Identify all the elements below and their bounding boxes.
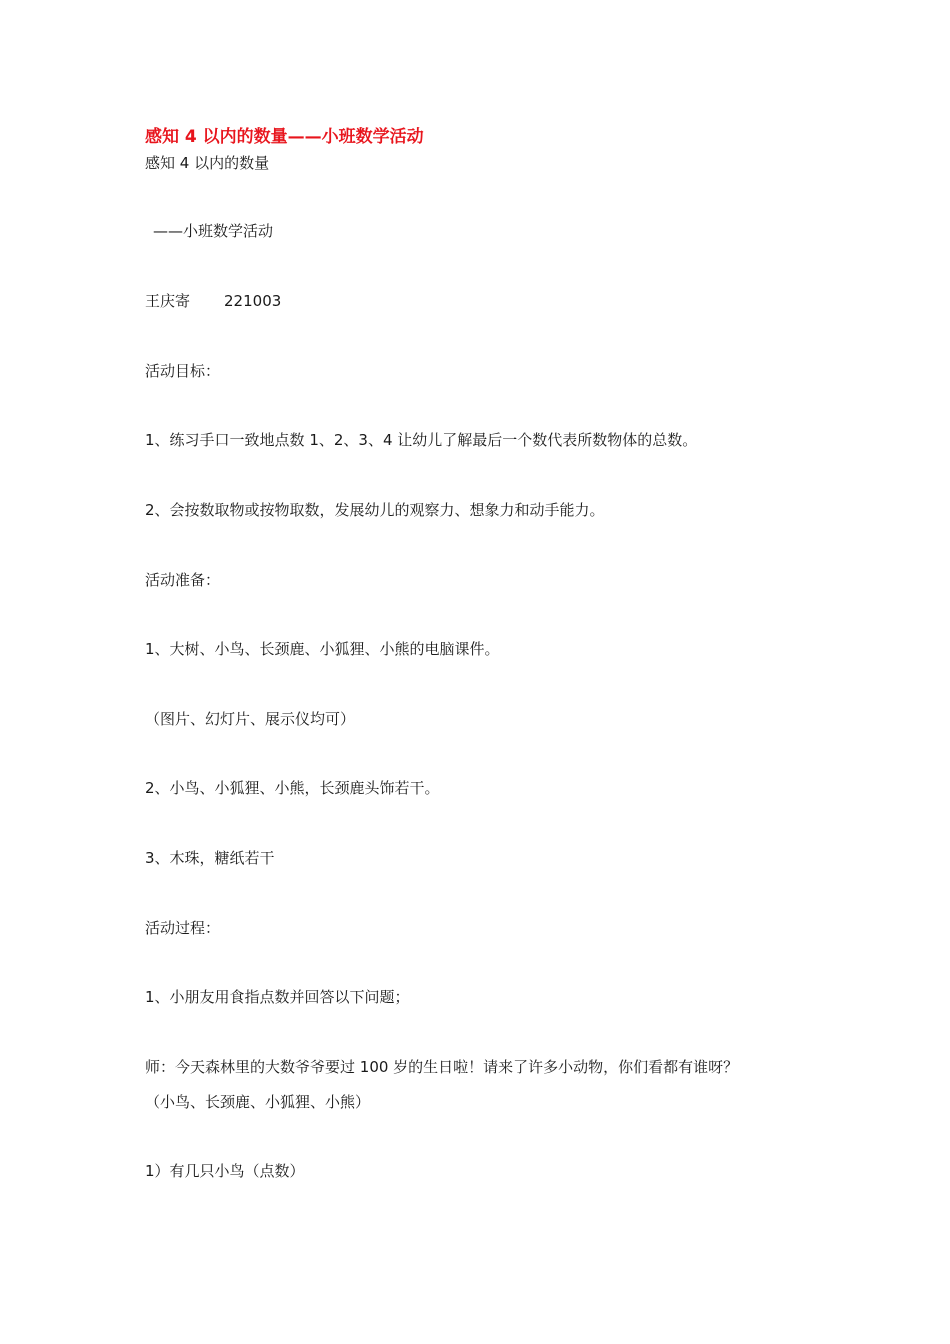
author-code: 221003 [224, 292, 282, 310]
author-name: 王庆寄 [145, 292, 191, 310]
author-line [145, 291, 281, 311]
question-1: 1）有几只小鸟（点数） [145, 1162, 305, 1180]
subtitle-line-2: ——小班数学活动 [153, 222, 274, 240]
document-title: 感知 4 以内的数量——小班数学活动 [145, 127, 424, 147]
prep-item-1: 1、大树、小鸟、长颈鹿、小狐狸、小熊的电脑课件。 [145, 640, 500, 658]
goal-item-1: 1、练习手口一致地点数 1、2、3、4 让幼儿了解最后一个数代表所数物体的总数。 [145, 431, 698, 449]
teacher-line-answer: （小鸟、长颈鹿、小狐狸、小熊） [145, 1093, 371, 1111]
prep-item-3: 3、木珠，糖纸若干 [145, 849, 275, 867]
prep-item-2: 2、小鸟、小狐狸、小熊，长颈鹿头饰若干。 [145, 779, 440, 797]
subtitle: 感知 4 以内的数量 [145, 154, 270, 172]
teacher-line: 师：今天森林里的大数爷爷要过 100 岁的生日啦！请来了许多小动物，你们看都有谁呀？ [145, 1058, 739, 1076]
prep-item-1-note: （图片、幻灯片、展示仪均可） [145, 710, 356, 728]
prep-heading: 活动准备： [145, 571, 221, 589]
goals-heading: 活动目标： [145, 362, 221, 380]
goal-item-2: 2、会按数取物或按物取数，发展幼儿的观察力、想象力和动手能力。 [145, 501, 605, 519]
process-heading: 活动过程： [145, 919, 221, 937]
process-item-1: 1、小朋友用食指点数并回答以下问题； [145, 988, 410, 1006]
